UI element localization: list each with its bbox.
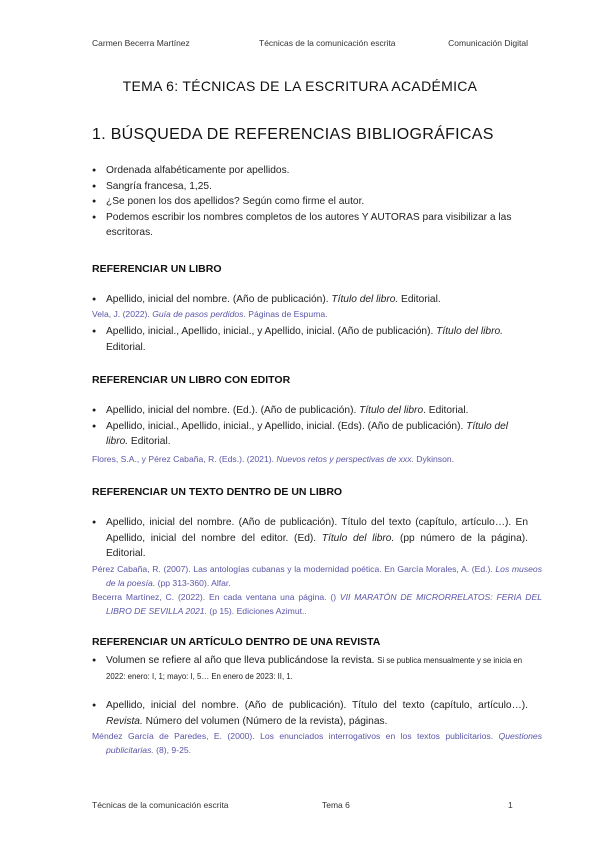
text-run: Apellido, inicial del nombre. (Año de publicación). Título del texto (capítulo, artículo…). En Apellido, inicial del nombre del editor. (Ed).: [106, 517, 528, 544]
text-run: Apellido, inicial del nombre. (Ed.). (Año de publicación).: [106, 405, 360, 416]
list-item: ● Sangría francesa, 1,25.: [92, 179, 528, 195]
italic-run: Título del libro.: [436, 326, 503, 337]
text-run: Editorial.: [128, 436, 171, 448]
editor-bullet-list: [92, 403, 528, 450]
list-item: [92, 292, 528, 308]
list-item: [92, 698, 528, 729]
small-note: Si se publica mensualmente y se inicia en 2022: enero: I, 1; mayo: I, 5… En enero de 2023: II, 1.: [106, 656, 523, 681]
text-run: Editorial.: [398, 294, 441, 305]
example-reference: [92, 452, 528, 466]
heading-articulo-revista: REFERENCIAR UN ARTÍCULO DENTRO DE UNA REVISTA: [92, 636, 381, 648]
italic-run: Título del libro: [359, 405, 424, 416]
italic-run: Revista.: [106, 715, 143, 727]
footer-subject: Técnicas de la comunicación escrita: [92, 800, 229, 810]
section-title: 1. BÚSQUEDA DE REFERENCIAS BIBLIOGRÁFICAS: [92, 126, 494, 143]
text-run: Número del volumen (Número de la revista), páginas.: [142, 715, 388, 727]
example-reference: [92, 562, 542, 590]
text-run: Apellido, inicial., Apellido, inicial., y Apellido, inicial. (Eds). (Año de publicación).: [106, 420, 467, 432]
header-author: Carmen Becerra Martínez: [92, 38, 190, 48]
text-run: Becerra Martínez, C. (2022). En cada ventana una página. (): [92, 592, 340, 602]
footer-tema: Tema 6: [322, 800, 350, 810]
page-number: 1: [508, 800, 513, 810]
text-run: Apellido, inicial del nombre. (Año de publicación).: [106, 294, 332, 305]
example-reference: [92, 590, 542, 618]
italic-run: Questiones publicitarias.: [106, 731, 542, 755]
italic-run: Guía de pasos perdidos.: [152, 309, 246, 319]
list-item: ● Podemos escribir los nombres completos de los autores Y AUTORAS para visibilizar a las escritoras.: [92, 210, 528, 241]
italic-run: Título del libro.: [321, 532, 395, 544]
header-subject: Técnicas de la comunicación escrita: [259, 38, 396, 48]
text-run: Vela, J. (2022).: [92, 309, 153, 319]
text-run: Volumen se refiere al año que lleva publicándose la revista.: [106, 655, 378, 666]
text-run: (8), 9-25.: [153, 745, 192, 755]
list-item: [92, 403, 528, 419]
libro-bullet-1: [92, 292, 528, 308]
list-item: [92, 653, 528, 684]
italic-run: Los museos de la poesía.: [106, 564, 542, 588]
example-reference: [92, 307, 528, 321]
heading-libro-editor: REFERENCIAR UN LIBRO CON EDITOR: [92, 374, 291, 386]
list-item: ● Ordenada alfabéticamente por apellidos.: [92, 163, 528, 179]
text-run: (pp 313-360). Alfar.: [155, 578, 231, 588]
intro-bullet-list: [92, 163, 528, 241]
text-run: (pp número de la página). Editorial.: [106, 532, 528, 560]
example-reference: [92, 729, 542, 757]
text-run: Pérez Cabaña, R. (2007). Las antologías cubanas y la modernidad poética. En García Morales, A. (Ed.).: [92, 564, 496, 574]
italic-run: Nuevos retos y perspectivas de xxx.: [276, 454, 414, 464]
text-run: Flores, S.A., y Pérez Cabaña, R. (Eds.). (2021).: [92, 454, 277, 464]
text-run: Páginas de Espuma.: [245, 309, 328, 319]
header-degree: Comunicación Digital: [448, 38, 528, 48]
italic-run: Título del libro.: [331, 294, 399, 305]
document-title: TEMA 6: TÉCNICAS DE LA ESCRITURA ACADÉMICA: [122, 78, 478, 94]
texto-bullet-1: [92, 515, 528, 562]
text-run: Dykinson.: [413, 454, 455, 464]
italic-run: Título del libro.: [106, 420, 509, 448]
italic-run: VII MARATÓN DE MICRORRELATOS: FERIA DEL LIBRO DE SEVILLA 2021.: [106, 592, 542, 616]
revista-bullet-list: [92, 653, 528, 729]
text-run: (p 15). Ediciones Azimut..: [206, 606, 307, 616]
text-run: . Editorial.: [423, 405, 469, 416]
list-item: [92, 419, 528, 450]
heading-texto-libro: REFERENCIAR UN TEXTO DENTRO DE UN LIBRO: [92, 486, 343, 498]
text-run: Apellido, inicial., Apellido, inicial., y Apellido, inicial. (Año de publicación).: [106, 326, 437, 337]
heading-libro: REFERENCIAR UN LIBRO: [92, 263, 222, 275]
list-item: ● ¿Se ponen los dos apellidos? Según como firme el autor.: [92, 194, 528, 210]
text-run: Apellido, inicial del nombre. (Año de publicación). Título del texto (capítulo, artículo…).: [106, 700, 528, 712]
libro-bullet-2: [92, 324, 528, 355]
text-run: Méndez García de Paredes, E. (2000). Los enunciados interrogativos en los textos publicitarios.: [92, 731, 499, 741]
text-run: Editorial.: [106, 341, 146, 353]
list-item: [92, 515, 528, 562]
list-item: [92, 324, 528, 355]
